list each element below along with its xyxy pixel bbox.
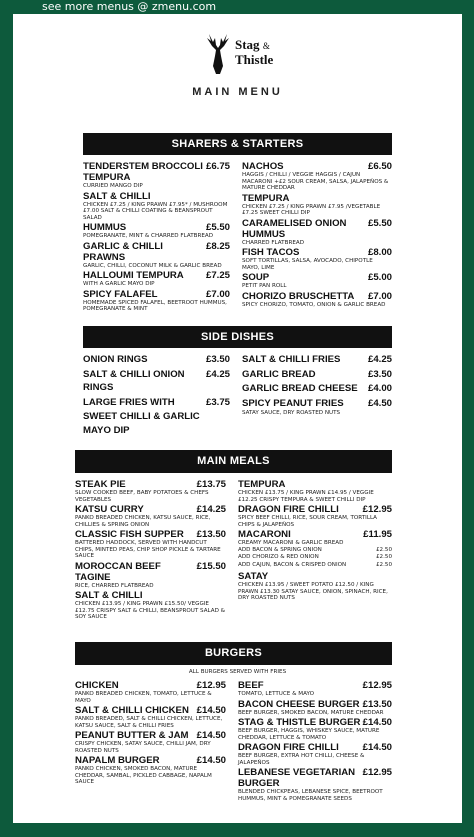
menu-item-description: PANKO BREADED CHICKEN, TOMATO, LETTUCE & MAYO xyxy=(75,691,212,704)
menu-item-name: CLASSIC FISH SUPPER xyxy=(75,529,184,540)
menu-item xyxy=(238,742,392,766)
menu-item-description: CHICKEN £13.95 / KING PRAWN £15.50/ VEGGIE £12.75 CRISPY SALT & CHILLI, BEANSPROUT SALAD & SOY SAUCE xyxy=(75,601,226,620)
stag-head-icon xyxy=(203,32,233,76)
menu-item-name: TEMPURA xyxy=(242,192,290,204)
burgers-left-column xyxy=(75,680,226,787)
menu-item-price: £5.50 xyxy=(205,222,230,233)
menu-item-price: £3.75 xyxy=(205,396,230,408)
menu-item-price: £4.25 xyxy=(367,354,392,365)
menu-item-description: GARLIC, CHILLI, COCONUT MILK & GARLIC BREAD xyxy=(83,262,222,269)
menu-item-name: BACON CHEESE BURGER xyxy=(238,698,360,710)
menu-item-description: PANKO CHICKEN, SMOKED BACON, MATURE CHEDDAR, SAMBAL, PICKLED CABBAGE, NAPALM SAUCE xyxy=(75,766,212,785)
menu-item-name: LEBANESE VEGETARIAN BURGER xyxy=(238,767,356,789)
extra-option-price: £2.50 xyxy=(375,561,392,568)
menu-item xyxy=(242,382,392,396)
menu-item-description: HAGGIS / CHILLI / VEGGIE HAGGIS / CAJUN MACARONI +£2 SOUR CREAM, SALSA, JALAPEÑOS & MATURE CHEDDAR xyxy=(242,172,389,191)
starters-right-column xyxy=(242,161,392,309)
menu-item xyxy=(75,730,226,754)
menu-item-name: BEEF xyxy=(238,680,264,691)
menu-item-name: SOUP xyxy=(242,272,270,283)
menu-item xyxy=(75,755,226,786)
section-header-starters: SHARERS & STARTERS xyxy=(83,133,392,155)
menu-item xyxy=(238,717,392,741)
menu-item-name: SPICY PEANUT FRIES xyxy=(242,397,344,409)
menu-item-name: STEAK PIE xyxy=(75,479,126,490)
menu-item-description: BLENDED CHICKPEAS, LEBANESE SPICE, BEETROOT HUMMUS, MINT & POMEGRANATE SEEDS xyxy=(238,789,383,802)
menu-item-price: £3.50 xyxy=(205,354,230,365)
menu-item-name: SALT & CHILLI xyxy=(83,190,151,202)
watermark-text: see more menus @ zmenu.com xyxy=(42,0,217,13)
menu-item-price: £14.50 xyxy=(362,742,392,753)
menu-item-description: HOMEMADE SPICED FALAFEL, BEETROOT HUMMUS, POMEGRANATE & MINT xyxy=(83,299,227,312)
logo-wordmark: Stag & Thistle xyxy=(235,37,274,67)
menu-item-description: CRISPY CHICKEN, SATAY SAUCE, CHILLI JAM, DRY ROASTED NUTS xyxy=(75,741,211,754)
logo xyxy=(203,32,313,78)
mains-right-bottom xyxy=(238,571,392,602)
menu-item-description: SATAY SAUCE, DRY ROASTED NUTS xyxy=(242,410,341,416)
menu-item-description: SLOW COOKED BEEF, BABY POTATOES & CHEFS VEGETABLES xyxy=(75,490,209,503)
menu-item-name: SWEET CHILLI & GARLIC MAYO DIP xyxy=(83,411,200,436)
menu-item-name: MACARONI xyxy=(238,529,291,540)
extra-option-price: £2.50 xyxy=(375,546,392,553)
extra-option-label: ADD CAJUN, BACON & CRISPED ONION xyxy=(238,561,347,568)
menu-item-description: BEEF BURGER, SMOKED BACON, MATURE CHEDDAR xyxy=(238,709,384,716)
sides-right-column xyxy=(242,353,392,418)
menu-item-price: £14.25 xyxy=(196,504,226,515)
menu-item-price: £14.50 xyxy=(196,705,226,716)
menu-item-name: CHORIZO BRUSCHETTA xyxy=(242,290,355,302)
menu-item-price: £7.00 xyxy=(367,290,392,302)
menu-item-price: £7.25 xyxy=(205,270,230,281)
menu-item-description: CHICKEN £13.95 / SWEET POTATO £12.50 / KING PRAWN £13.30 SATAY SAUCE, ONION, SPINACH, RICE, DRY ROASTED NUTS xyxy=(238,582,388,601)
menu-item xyxy=(75,529,226,560)
menu-item xyxy=(238,571,392,602)
sides-left-column xyxy=(83,353,230,438)
menu-item xyxy=(75,705,226,729)
menu-item xyxy=(83,410,230,437)
menu-item-name: SATAY xyxy=(238,571,269,582)
menu-item-name: SALT & CHILLI FRIES xyxy=(242,354,341,365)
menu-item-description: POMEGRANATE, MINT & CHARRED FLATBREAD xyxy=(83,233,214,239)
menu-item-price: £13.75 xyxy=(196,479,226,490)
menu-item-name: CARAMELISED ONION HUMMUS xyxy=(242,217,347,240)
menu-item-price: £6.75 xyxy=(205,161,230,172)
menu-item-description: TOMATO, LETTUCE & MAYO xyxy=(238,691,314,697)
section-header-burgers: BURGERS xyxy=(75,642,392,665)
menu-item xyxy=(83,270,230,288)
menu-item-description: SOFT TORTILLAS, SALSA, AVOCADO, CHIPOTLE MAYO, LIME xyxy=(242,258,373,271)
menu-item xyxy=(242,218,392,247)
menu-item-name: TENDERSTEM BROCCOLI TEMPURA xyxy=(83,161,203,183)
menu-item-description: BEEF BURGER, HAGGIS, WHISKEY SAUCE, MATURE CHEDDAR, LETTUCE & TOMATO xyxy=(238,728,380,741)
menu-item-name: TEMPURA xyxy=(238,479,286,490)
menu-item xyxy=(238,767,392,802)
menu-item-name: GARLIC BREAD CHEESE xyxy=(242,383,358,394)
menu-item-description: CHARRED FLATBREAD xyxy=(242,239,304,246)
menu-item xyxy=(242,368,392,382)
menu-item-price: £3.50 xyxy=(367,368,392,380)
menu-item xyxy=(238,504,392,528)
menu-item-name: ONION RINGS xyxy=(83,354,148,365)
burgers-note: ALL BURGERS SERVED WITH FRIES xyxy=(188,669,287,675)
menu-item-name: SALT & CHILLI CHICKEN xyxy=(75,705,189,716)
menu-item-name: DRAGON FIRE CHILLI xyxy=(238,742,339,753)
menu-item xyxy=(242,161,392,192)
menu-item-name: SPICY FALAFEL xyxy=(83,288,158,300)
menu-item-name: CHICKEN xyxy=(75,680,119,691)
menu-item xyxy=(242,353,392,367)
menu-item-price: £14.50 xyxy=(362,717,392,728)
menu-item-description: CREAMY MACARONI & GARLIC BREAD xyxy=(238,540,344,546)
menu-item-name: HUMMUS xyxy=(83,222,127,233)
menu-item-description: CHICKEN £7.25 / KING PRAWN £7.95* / MUSHROOM £7.00 SALT & CHILLI COATING & BEANSPROUT SALAD xyxy=(83,201,228,221)
menu-item-name: DRAGON FIRE CHILLI xyxy=(238,504,339,515)
menu-item-name: SALT & CHILLI ONION RINGS xyxy=(83,368,185,393)
menu-item-description: PANKO BREADED CHICKEN, KATSU SAUCE, RICE, CHILLIES & SPRING ONION xyxy=(75,515,211,528)
menu-item-name: SALT & CHILLI xyxy=(75,590,143,601)
menu-item xyxy=(75,590,226,621)
macaroni-extras xyxy=(238,547,392,570)
menu-item-name: FISH TACOS xyxy=(242,247,300,258)
section-header-sides: SIDE DISHES xyxy=(83,326,392,348)
menu-item-name: STAG & THISTLE BURGER xyxy=(238,717,361,728)
menu-item-description: CHICKEN £7.25 / KING PRAWN £7.95 /VEGETABLE £7.25 SWEET CHILLI DIP xyxy=(242,203,381,216)
menu-item-price: £12.95 xyxy=(196,680,226,691)
menu-item-description: PANKO BREADED, SALT & CHILLI CHICKEN, LETTUCE, KATSU SAUCE, SALT & CHILLI FRIES xyxy=(75,716,223,729)
menu-item-price: £8.25 xyxy=(205,240,230,252)
macaroni-extra-option xyxy=(238,554,392,562)
menu-item-price: £14.50 xyxy=(196,730,226,741)
starters-left-column xyxy=(83,161,230,314)
extra-option-price: £2.50 xyxy=(375,554,392,560)
menu-item xyxy=(75,680,226,704)
page-title: MAIN MENU xyxy=(192,86,283,98)
menu-item xyxy=(75,561,226,590)
menu-card xyxy=(13,14,462,823)
menu-item-price: £14.50 xyxy=(196,755,226,766)
menu-item xyxy=(238,680,392,698)
menu-item-price: £11.95 xyxy=(363,529,392,540)
menu-item-price: £4.25 xyxy=(205,368,230,380)
menu-item xyxy=(242,397,392,417)
menu-item xyxy=(83,289,230,313)
menu-item-price: £15.50 xyxy=(196,560,226,572)
menu-item xyxy=(83,396,230,410)
menu-item-price: £12.95 xyxy=(362,680,392,691)
burgers-right-column xyxy=(238,680,392,803)
menu-item xyxy=(238,479,392,503)
extra-option-label: ADD BACON & SPRING ONION xyxy=(238,546,322,553)
menu-item-name: HALLOUMI TEMPURA xyxy=(83,270,184,281)
menu-item-name: GARLIC BREAD xyxy=(242,368,316,380)
menu-item xyxy=(242,291,392,309)
menu-item-price: £12.95 xyxy=(362,767,392,778)
mains-right-top xyxy=(238,479,392,547)
menu-item-price: £4.50 xyxy=(367,397,392,409)
menu-item-price: £5.00 xyxy=(367,272,392,283)
menu-item-name: MOROCCAN BEEF TAGINE xyxy=(75,560,161,583)
menu-item xyxy=(242,247,392,271)
menu-item-name: KATSU CURRY xyxy=(75,504,144,515)
menu-item xyxy=(75,479,226,503)
menu-item-description: SPICY BEEF CHILLI, RICE, SOUR CREAM, TORTILLA CHIPS & JALAPEÑOS xyxy=(238,515,378,528)
menu-item-description: RICE, CHARRED FLATBREAD xyxy=(75,582,154,589)
menu-item-price: £13.50 xyxy=(362,698,392,710)
extra-option-label: ADD CHORIZO & RED ONION xyxy=(238,554,319,560)
menu-item xyxy=(238,699,392,717)
menu-item-description: CURRIED MANGO DIP xyxy=(83,183,143,189)
menu-item xyxy=(83,368,230,395)
menu-item-description: PETIT PAN ROLL xyxy=(242,283,287,289)
menu-item-name: NAPALM BURGER xyxy=(75,755,160,766)
menu-item xyxy=(75,504,226,528)
menu-item-description: BATTERED HADDOCK, SERVED WITH HANDCUT CHIPS, MINTED PEAS, CHIP SHOP PICKLE & TARTARE SAUCE xyxy=(75,540,221,559)
menu-item-price: £5.50 xyxy=(367,217,392,229)
macaroni-extra-option xyxy=(238,562,392,570)
section-header-mains: MAIN MEALS xyxy=(75,450,392,473)
menu-item-description: CHICKEN £13.75 / KING PRAWN £14.95 / VEGGIE £12.25 CRISPY TEMPURA & SWEET CHILLI DIP xyxy=(238,490,374,503)
menu-item-price: £4.00 xyxy=(367,383,392,394)
mains-right-column xyxy=(238,479,392,603)
menu-item xyxy=(242,193,392,217)
mains-left-column xyxy=(75,479,226,622)
menu-item-name: LARGE FRIES WITH xyxy=(83,396,175,408)
menu-item-name: PEANUT BUTTER & JAM xyxy=(75,730,189,741)
menu-item-description: WITH A GARLIC MAYO DIP xyxy=(83,281,155,287)
menu-item-price: £8.00 xyxy=(367,247,392,258)
watermark-bar xyxy=(0,0,474,14)
menu-item xyxy=(242,272,392,290)
menu-item-description: BEEF BURGER, EXTRA HOT CHILLI, CHEESE & JALAPEÑOS xyxy=(238,753,365,766)
menu-item xyxy=(83,353,230,367)
macaroni-extra-option xyxy=(238,547,392,555)
menu-item xyxy=(83,241,230,270)
menu-item-price: £13.50 xyxy=(196,529,226,540)
menu-item-price: £7.00 xyxy=(205,288,230,300)
menu-item-name: NACHOS xyxy=(242,161,284,172)
menu-item-description: SPICY CHORIZO, TOMATO, ONION & GARLIC BREAD xyxy=(242,301,386,308)
menu-item xyxy=(83,161,230,190)
menu-item-price: £12.95 xyxy=(362,504,392,515)
menu-item xyxy=(83,222,230,240)
menu-item xyxy=(238,529,392,547)
menu-item-name: GARLIC & CHILLI PRAWNS xyxy=(83,240,163,263)
menu-item xyxy=(83,191,230,222)
menu-item-price: £6.50 xyxy=(367,161,392,172)
